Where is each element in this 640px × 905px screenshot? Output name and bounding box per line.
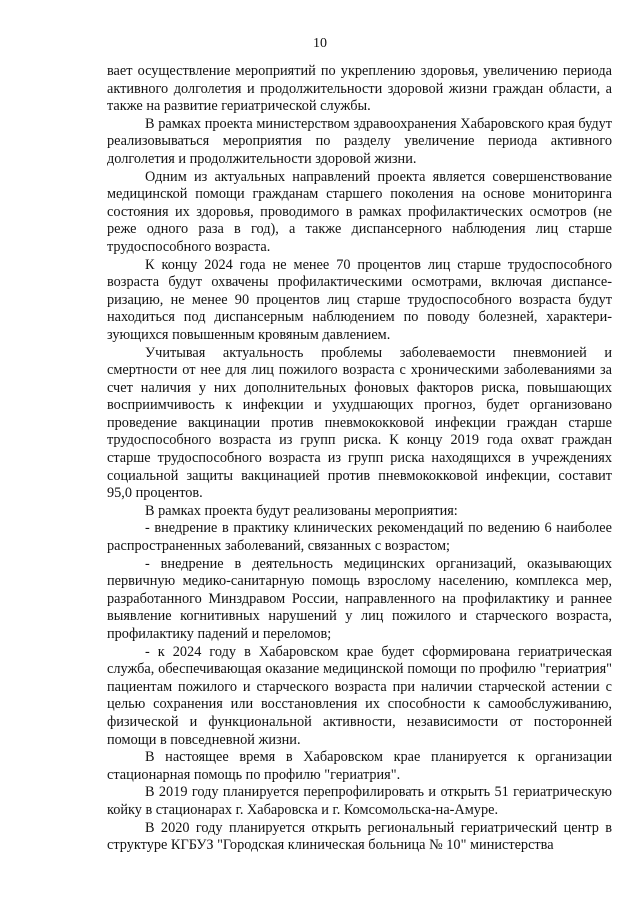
paragraph: В рамках проекта министерством здравоохранения Хабаровского края будут реализовываться мероприятия по разделу увеличение периода активного долголетия и продолжительности здоровой жизни. — [107, 115, 612, 167]
paragraph: Учитывая актуальность проблемы заболеваемости пневмонией и смертности от нее для лиц пожилого возраста с хроническими заболеваниями за счет наличия у них дополнительных фоновых факторов риска, повышающих восприимчивость к инфекции и ухудшающих прогноз, будет организовано проведение вакцинации против пневмококковой инфекции граждан старше трудоспособного возраста из групп риска. К концу 2019 года охват граждан старше трудоспособного возраста из групп риска находящихся в учреждениях социальной защиты вакцинацией против пневмококковой инфекции, составит 95,0 процентов. — [107, 344, 612, 502]
paragraph: вает осуществление мероприятий по укреплению здоровья, увеличению периода активного долголетия и продолжительности здоровой жизни граждан области, а также на развитие гериатрической службы. — [107, 63, 612, 115]
list-item: - внедрение в деятельность медицинских организаций, оказывающих первичную медико-санитарную помощь взрослому населению, комплекса мер, разработанного Минздравом России, направленного на профилактику и раннее выявление когнитивных нарушений у лиц пожилого и старческого возраста, профилактику падений и переломов; — [107, 555, 612, 642]
paragraph: Одним из актуальных направлений проекта является совершенствование медицинской помощи гражданам старшего поколения на основе мониторинга состояния их здоровья, проводимого в рамках профилактических осмотров (не реже одного раза в год), а также диспансерного наблюдения лиц старше трудоспособного возраста. — [107, 168, 612, 255]
list-item: - внедрение в практику клинических рекомендаций по ведению 6 наиболее распространенных заболеваний, связанных с возрастом; — [107, 520, 612, 555]
paragraph: К концу 2024 года не менее 70 процентов лиц старше трудоспособного возраста будут охвачены профилактическими осмотрами, включая диспансеризацию, не менее 90 процентов лиц старше трудоспособного возраста будут находиться под диспансерным наблюдением по поводу болезней, характеризующихся повышенным кровяным давлением. — [107, 256, 612, 343]
paragraph: В 2020 году планируется открыть региональный гериатрический центр в структуре КГБУЗ "Городская клиническая больница № 10" министерства — [107, 819, 612, 854]
paragraph: В 2019 году планируется перепрофилировать и открыть 51 гериатрическую койку в стационарах г. Хабаровска и г. Комсомольска-на-Амуре. — [107, 784, 612, 818]
document-body — [107, 63, 612, 855]
page-number: 10 — [313, 36, 327, 51]
list-item: - к 2024 году в Хабаровском крае будет сформирована гериатрическая служба, обеспечивающая оказание медицинской помощи по профилю "гериатрия" пациентам пожилого и старческого возраста при наличии старческой астении с целью сохранения или восстановления их способности к самообслуживанию, физической и функциональной активности, независимости от посторонней помощи в повседневной жизни. — [107, 643, 612, 748]
paragraph: В рамках проекта будут реализованы мероприятия: — [145, 502, 458, 519]
paragraph: В настоящее время в Хабаровском крае планируется к организации стационарная помощь по профилю "гериатрия". — [107, 749, 612, 783]
